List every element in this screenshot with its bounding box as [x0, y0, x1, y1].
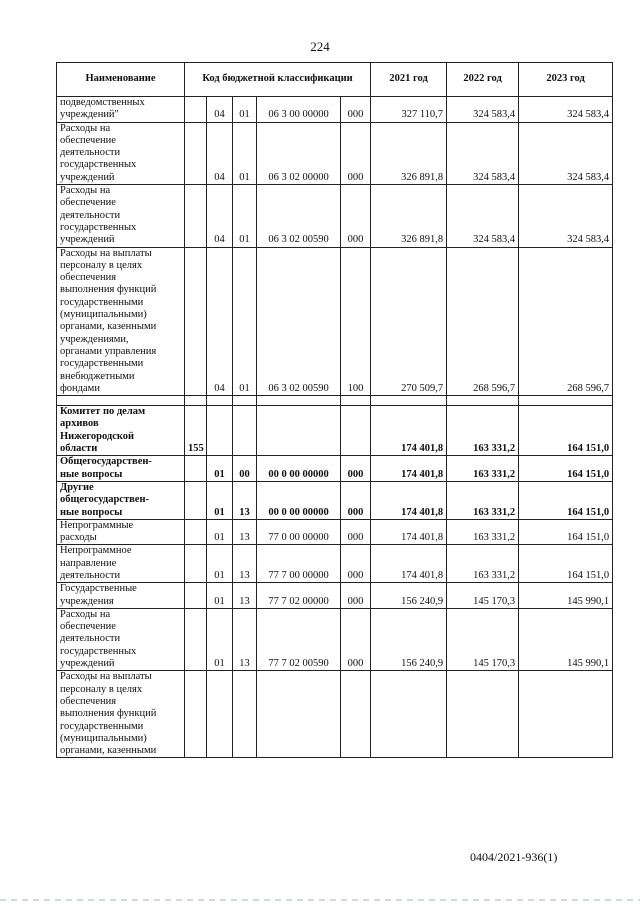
table-row [57, 583, 613, 609]
row-name-cell [57, 247, 185, 396]
row-name-line: персоналу в целях [60, 259, 143, 271]
value-2022: 145 170,3 [447, 608, 519, 670]
table-spacer-row [57, 396, 613, 406]
row-name-cell [57, 671, 185, 758]
row-name-line: учреждениями, [60, 333, 129, 345]
document-code: 0404/2021-936(1) [470, 850, 558, 864]
header-2021: 2021 год [371, 63, 447, 97]
section-code: 04 [207, 247, 233, 396]
table-row [57, 456, 613, 482]
empty-cell [233, 396, 257, 406]
dept-code [185, 608, 207, 670]
table-row [57, 519, 613, 545]
value-2022: 324 583,4 [447, 122, 519, 184]
table-row [57, 247, 613, 396]
value-2021: 174 401,8 [371, 519, 447, 545]
empty-cell [371, 396, 447, 406]
row-name-cell [57, 97, 185, 123]
row-name-line: Нижегородской [60, 430, 135, 442]
value-2023 [519, 671, 613, 758]
value-2021: 156 240,9 [371, 583, 447, 609]
row-name-line: архивов [60, 418, 99, 430]
expense-type-code: 000 [341, 456, 371, 482]
section-code [207, 406, 233, 456]
expense-type-code: 000 [341, 608, 371, 670]
row-name-cell [57, 519, 185, 545]
dept-code [185, 583, 207, 609]
empty-cell [207, 396, 233, 406]
subsection-code: 13 [233, 608, 257, 670]
target-article-code: 00 0 00 00000 [257, 481, 341, 519]
row-name-line: (муниципальными) [60, 309, 147, 321]
header-2023: 2023 год [519, 63, 613, 97]
row-name-line: обеспечения [60, 695, 117, 707]
section-code: 01 [207, 481, 233, 519]
value-2022: 163 331,2 [447, 545, 519, 583]
target-article-code: 06 3 02 00590 [257, 247, 341, 396]
expense-type-code: 000 [341, 185, 371, 247]
row-name-line: Государственные [60, 583, 137, 595]
row-name-line: Комитет по делам [60, 406, 146, 418]
subsection-code: 00 [233, 456, 257, 482]
empty-cell [519, 396, 613, 406]
subsection-code: 13 [233, 583, 257, 609]
row-name-line: фондами [60, 382, 100, 394]
empty-cell [185, 396, 207, 406]
row-name-line: внебюджетными [60, 370, 135, 382]
section-code: 04 [207, 185, 233, 247]
row-name-line: Расходы на выплаты [60, 247, 152, 259]
row-name-line: Общегосударствен- [60, 456, 152, 468]
value-2022: 145 170,3 [447, 583, 519, 609]
row-name-line: государственными [60, 296, 144, 308]
table-row [57, 185, 613, 247]
row-name-line: Расходы на выплаты [60, 671, 152, 683]
table-header-row [57, 63, 613, 97]
value-2021: 174 401,8 [371, 456, 447, 482]
target-article-code: 77 0 00 00000 [257, 519, 341, 545]
value-2023: 164 151,0 [519, 406, 613, 456]
subsection-code: 01 [233, 97, 257, 123]
row-name-line: государственными [60, 720, 144, 732]
dept-code [185, 122, 207, 184]
row-name-line: области [60, 443, 98, 455]
row-name-line: Расходы на [60, 185, 111, 197]
table-row [57, 608, 613, 670]
row-name-line: обеспечения [60, 272, 117, 284]
row-name-line: выполнения функций [60, 284, 157, 296]
expense-type-code: 000 [341, 97, 371, 123]
row-name-cell [57, 608, 185, 670]
row-name-cell [57, 583, 185, 609]
header-name: Наименование [57, 63, 185, 97]
value-2022: 268 596,7 [447, 247, 519, 396]
empty-cell [341, 396, 371, 406]
section-code [207, 671, 233, 758]
row-name-line: учреждений" [60, 109, 119, 121]
row-name-line: ные вопросы [60, 468, 123, 480]
subsection-code: 01 [233, 185, 257, 247]
expense-type-code: 000 [341, 545, 371, 583]
expense-type-code: 000 [341, 481, 371, 519]
table-row [57, 671, 613, 758]
value-2022: 163 331,2 [447, 519, 519, 545]
row-name-cell [57, 545, 185, 583]
empty-cell [447, 396, 519, 406]
row-name-line: Непрограммное [60, 545, 132, 557]
value-2023: 324 583,4 [519, 185, 613, 247]
row-name-line: государственных [60, 645, 137, 657]
target-article-code [257, 671, 341, 758]
target-article-code: 06 3 02 00590 [257, 185, 341, 247]
row-name-line: Непрограммные [60, 519, 134, 531]
row-name-line: общегосударствен- [60, 494, 149, 506]
dept-code [185, 519, 207, 545]
value-2021: 326 891,8 [371, 122, 447, 184]
row-name-line: выполнения функций [60, 708, 157, 720]
value-2023: 164 151,0 [519, 519, 613, 545]
value-2021: 174 401,8 [371, 406, 447, 456]
dept-code [185, 456, 207, 482]
row-name-line: деятельности [60, 147, 121, 159]
row-name-cell [57, 481, 185, 519]
table-body [57, 97, 613, 758]
row-name-line: (муниципальными) [60, 732, 147, 744]
expense-type-code: 000 [341, 122, 371, 184]
row-name-line: расходы [60, 532, 97, 544]
value-2022: 324 583,4 [447, 185, 519, 247]
header-2022: 2022 год [447, 63, 519, 97]
subsection-code: 13 [233, 545, 257, 583]
budget-table [56, 62, 613, 758]
section-code: 01 [207, 608, 233, 670]
value-2021: 326 891,8 [371, 185, 447, 247]
row-name-line: органами, казенными [60, 321, 157, 333]
row-name-line: учреждений [60, 234, 115, 246]
value-2022: 163 331,2 [447, 481, 519, 519]
section-code: 01 [207, 583, 233, 609]
dept-code [185, 97, 207, 123]
section-code: 01 [207, 519, 233, 545]
dept-code [185, 545, 207, 583]
header-budget-code: Код бюджетной классификации [185, 63, 371, 97]
subsection-code [233, 406, 257, 456]
value-2021: 156 240,9 [371, 608, 447, 670]
row-name-line: ные вопросы [60, 506, 123, 518]
subsection-code: 01 [233, 247, 257, 396]
target-article-code: 77 7 02 00590 [257, 608, 341, 670]
page-number: 224 [310, 39, 330, 54]
section-code: 01 [207, 545, 233, 583]
expense-type-code: 000 [341, 583, 371, 609]
row-name-line: подведомственных [60, 97, 145, 108]
row-name-line: Расходы на [60, 122, 111, 134]
target-article-code [257, 406, 341, 456]
dept-code [185, 481, 207, 519]
target-article-code: 00 0 00 00000 [257, 456, 341, 482]
row-name-line: деятельности [60, 209, 121, 221]
empty-cell [257, 396, 341, 406]
row-name-cell [57, 456, 185, 482]
expense-type-code: 100 [341, 247, 371, 396]
value-2022: 163 331,2 [447, 406, 519, 456]
row-name-line: государственными [60, 358, 144, 370]
value-2023: 268 596,7 [519, 247, 613, 396]
dept-code [185, 185, 207, 247]
row-name-line: органами, казенными [60, 745, 157, 757]
target-article-code: 77 7 02 00000 [257, 583, 341, 609]
empty-cell [57, 396, 185, 406]
row-name-line: персоналу в целях [60, 683, 143, 695]
section-code: 04 [207, 97, 233, 123]
subsection-code [233, 671, 257, 758]
row-name-cell [57, 406, 185, 456]
value-2022 [447, 671, 519, 758]
expense-type-code [341, 406, 371, 456]
subsection-code: 01 [233, 122, 257, 184]
value-2021 [371, 671, 447, 758]
subsection-code: 13 [233, 519, 257, 545]
subsection-code: 13 [233, 481, 257, 519]
row-name-line: Расходы на [60, 608, 111, 620]
target-article-code: 06 3 00 00000 [257, 97, 341, 123]
value-2021: 327 110,7 [371, 97, 447, 123]
row-name-line: обеспечение [60, 134, 116, 146]
dept-code [185, 247, 207, 396]
value-2022: 163 331,2 [447, 456, 519, 482]
row-name-line: Другие [60, 481, 94, 493]
row-name-line: учреждений [60, 171, 115, 183]
value-2021: 174 401,8 [371, 481, 447, 519]
section-code: 01 [207, 456, 233, 482]
table-row [57, 481, 613, 519]
value-2023: 164 151,0 [519, 545, 613, 583]
value-2023: 324 583,4 [519, 97, 613, 123]
value-2023: 164 151,0 [519, 456, 613, 482]
row-name-line: учреждения [60, 595, 114, 607]
expense-type-code [341, 671, 371, 758]
row-name-line: органами управления [60, 345, 157, 357]
value-2021: 270 509,7 [371, 247, 447, 396]
scan-edge-decoration [0, 899, 640, 901]
row-name-line: учреждений [60, 658, 115, 670]
row-name-line: деятельности [60, 569, 121, 581]
target-article-code: 77 7 00 00000 [257, 545, 341, 583]
value-2023: 164 151,0 [519, 481, 613, 519]
table-row [57, 545, 613, 583]
row-name-line: деятельности [60, 633, 121, 645]
row-name-cell [57, 185, 185, 247]
row-name-line: направление [60, 557, 117, 569]
table-row [57, 97, 613, 123]
row-name-line: государственных [60, 159, 137, 171]
value-2022: 324 583,4 [447, 97, 519, 123]
row-name-line: обеспечение [60, 197, 116, 209]
value-2023: 145 990,1 [519, 583, 613, 609]
table-row [57, 406, 613, 456]
section-code: 04 [207, 122, 233, 184]
target-article-code: 06 3 02 00000 [257, 122, 341, 184]
row-name-line: обеспечение [60, 621, 116, 633]
row-name-cell [57, 122, 185, 184]
value-2023: 145 990,1 [519, 608, 613, 670]
expense-type-code: 000 [341, 519, 371, 545]
value-2021: 174 401,8 [371, 545, 447, 583]
table-row [57, 122, 613, 184]
dept-code [185, 671, 207, 758]
value-2023: 324 583,4 [519, 122, 613, 184]
row-name-line: государственных [60, 221, 137, 233]
dept-code: 155 [185, 406, 207, 456]
